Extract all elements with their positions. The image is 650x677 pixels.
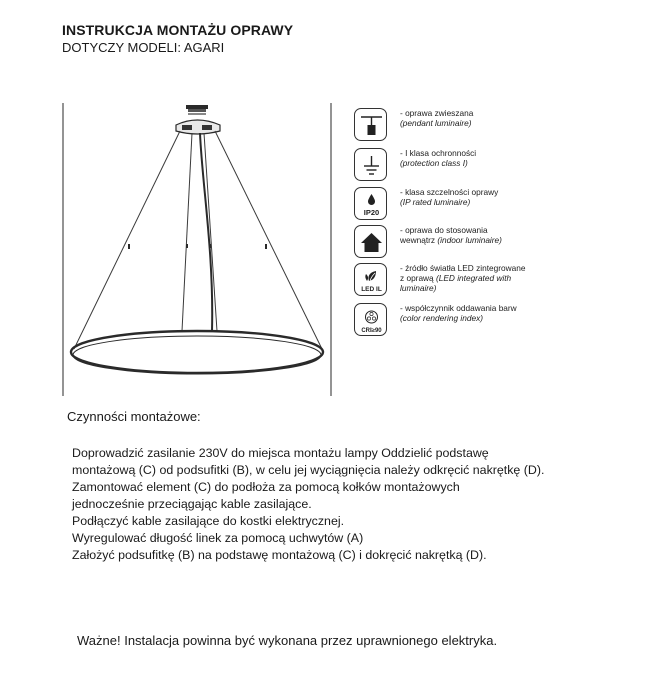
legend-translation: (pendant luminaire): [400, 118, 472, 128]
led-ring: [71, 331, 323, 374]
legend-item-pendant: [354, 108, 644, 144]
section-title: Czynności montażowe:: [67, 409, 201, 424]
legend-text: - oprawa do stosowania: [400, 225, 488, 235]
legend-text: - współczynnik oddawania barw: [400, 303, 517, 313]
legend-translation: (LED integrated with: [435, 273, 512, 283]
instruction-line: Doprowadzić zasilanie 230V do miejsca montażu lampy Oddzielić podstawę: [72, 446, 489, 460]
instructions: [72, 445, 632, 564]
led-label: LED IL: [361, 286, 382, 293]
pendant-luminaire-drawing: [62, 103, 332, 396]
ceiling-canopy: [176, 105, 220, 134]
legend-item-ip-rating: [354, 187, 644, 223]
legend-translation: (IP rated luminaire): [400, 197, 471, 207]
installer-warning: Ważne! Instalacja powinna być wykonana przez uprawnionego elektryka.: [77, 633, 498, 648]
instruction-line: Zamontować element (C) do podłoża za pomocą kołków montażowych: [72, 480, 460, 494]
legend-text-cont: z oprawą: [400, 273, 434, 283]
instruction-line: Założyć podsufitkę (B) na podstawę montażową (C) i dokręcić nakrętką (D).: [72, 548, 487, 562]
legend-text: - I klasa ochronności: [400, 148, 477, 158]
legend-text-2: [400, 235, 502, 245]
legend-item-led: [354, 263, 644, 299]
indoor-house-icon: [354, 225, 387, 258]
earth-ground-icon: [354, 148, 387, 181]
legend-text: - oprawa zwieszana: [400, 108, 474, 118]
instruction-line: Wyregulować długość linek za pomocą uchwytów (A): [72, 531, 364, 545]
ip20-label: IP20: [363, 208, 380, 217]
page-title: INSTRUKCJA MONTAŻU OPRAWY: [62, 22, 294, 38]
cri-label: CRI≥90: [361, 328, 382, 334]
page-subtitle: DOTYCZY MODELI: AGARI: [62, 40, 225, 55]
led-leaf-icon: [354, 263, 387, 296]
legend-item-indoor: [354, 225, 644, 261]
legend-translation: (color rendering index): [400, 313, 484, 323]
instruction-line: Podłączyć kable zasilające do kostki elektrycznej.: [72, 514, 345, 528]
cable-grippers: [128, 244, 267, 249]
cri-icon: [354, 303, 387, 336]
instruction-line: jednocześnie przeciągając kable zasilające.: [72, 497, 312, 511]
suspension-cables: [74, 131, 322, 349]
legend-item-protection-class: [354, 148, 644, 184]
legend-item-cri: [354, 303, 644, 339]
instruction-line: montażową (C) od podsufitki (B), w celu jej wyciągnięcia należy odkręcić nakrętkę (D).: [72, 463, 545, 477]
legend-text-cont: wewnątrz: [400, 235, 436, 245]
legend-translation: (indoor luminaire): [437, 235, 502, 245]
pendant-icon: [354, 108, 387, 141]
legend-translation: (protection class I): [400, 158, 468, 168]
legend-text: - źródło światła LED zintegrowane: [400, 263, 526, 273]
ip20-drop-icon: [354, 187, 387, 220]
legend-translation-2: luminaire): [400, 283, 437, 293]
legend-text-2: [400, 273, 525, 283]
legend-text: - klasa szczelności oprawy: [400, 187, 499, 197]
